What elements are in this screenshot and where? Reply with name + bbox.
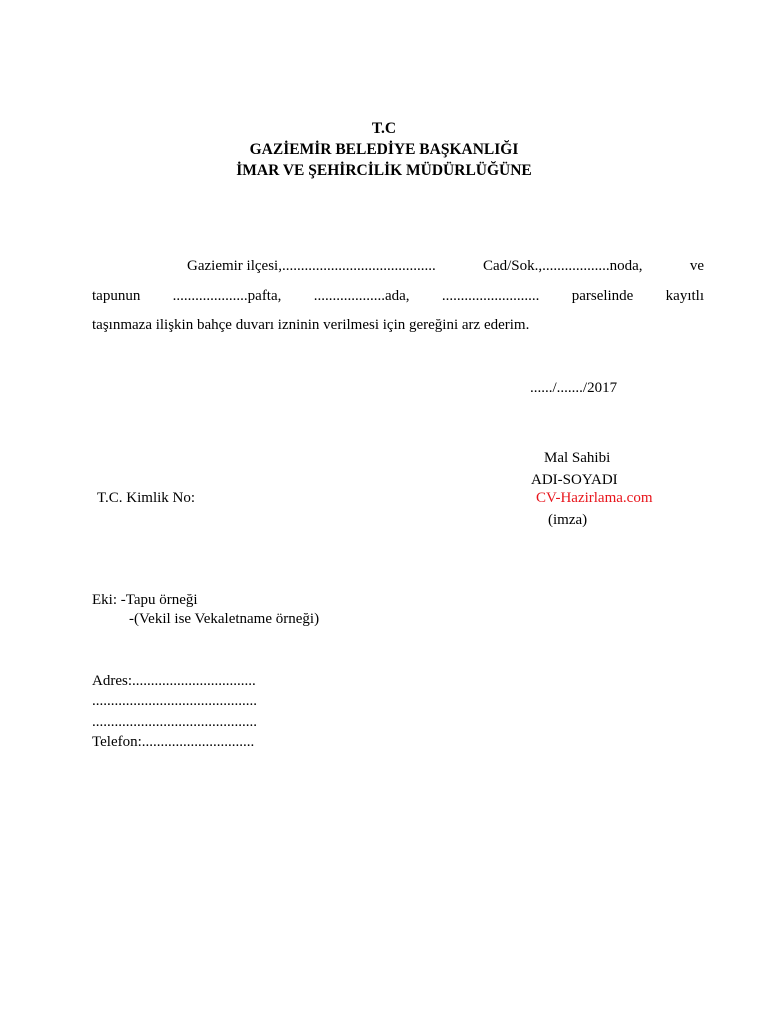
name-label: ADI-SOYADI: [531, 472, 618, 488]
word-kayitli: kayıtlı: [665, 287, 704, 304]
paragraph-line-2: [92, 282, 704, 312]
address-line-2: ............................................: [92, 693, 257, 709]
street-field: Cad/Sok.,..................noda,: [482, 258, 643, 274]
address-line-3: ............................................: [92, 714, 257, 730]
request-text: taşınmaza ilişkin bahçe duvarı izninin verilmesi için gereğini arz ederim.: [92, 317, 530, 333]
paragraph-line-1: [92, 252, 704, 282]
signature-label: (imza): [548, 512, 588, 528]
tc-kimlik-label: T.C. Kimlik No:: [97, 490, 196, 506]
phone-field: Telefon:..............................: [92, 734, 255, 750]
ada-field: ...................ada,: [313, 287, 410, 304]
word-parselinde: parselinde: [571, 287, 634, 304]
address-line-1: Adres:.................................: [92, 673, 256, 689]
website-watermark: CV-Hazirlama.com: [536, 490, 653, 506]
word-ve: ve: [689, 258, 704, 274]
owner-label: Mal Sahibi: [544, 450, 611, 466]
attachment-1: Eki: -Tapu örneği: [92, 592, 198, 608]
document-header: [0, 118, 768, 181]
header-tc: T.C: [371, 120, 397, 137]
header-municipality: GAZİEMİR BELEDİYE BAŞKANLIĞI: [249, 141, 519, 158]
petition-paragraph: [92, 252, 704, 341]
pafta-field: ....................pafta,: [172, 287, 282, 304]
paragraph-line-3: [92, 311, 704, 341]
header-department: İMAR VE ŞEHİRCİLİK MÜDÜRLÜĞÜNE: [236, 162, 532, 179]
date-field: ....../......./2017: [530, 380, 618, 396]
attachment-2: -(Vekil ise Vekaletname örneği): [129, 611, 320, 627]
parsel-field: ..........................: [441, 287, 540, 304]
district-field: Gaziemir ilçesi,.........................................: [187, 258, 436, 274]
word-tapunun: tapunun: [92, 287, 141, 304]
